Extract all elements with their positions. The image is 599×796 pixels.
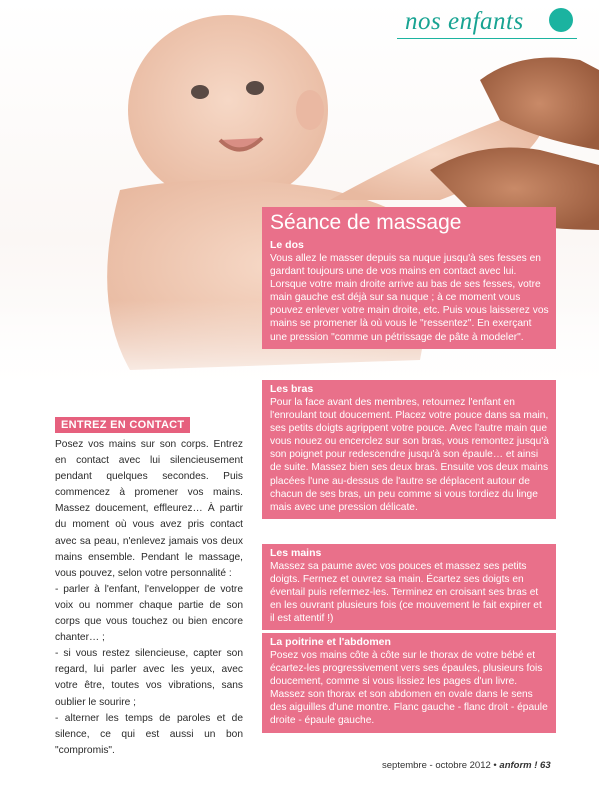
massage-panel-back: [262, 207, 556, 349]
massage-panel-chest: [262, 633, 556, 733]
contact-tag: ENTREZ EN CONTACT: [55, 417, 190, 433]
page-footer: [382, 760, 551, 771]
section-title-underline: [397, 38, 577, 39]
section-body: Vous allez le masser depuis sa nuque jusqu'à ses fesses en gardant toujours une de vos mains en contact avec lui. Lorsque votre main droite arrive au bas de ses fesses, votre main gauche est déjà sur sa nuque ; à ce moment vous pouvez enlever votre main droite, etc. Puis vous laisserez vos mains se promener là où vous le "ressentez". En exerçant une pression "comme un pétrissage de pâte à modeler".: [270, 253, 549, 343]
massage-panel-arms: [262, 380, 556, 519]
section-title: nos enfants: [405, 8, 524, 35]
section-body: Massez sa paume avec vos pouces et massez ses petits doigts. Fermez et ouvrez sa main. Écartez ses doigts en éventail puis refermez-les. Terminez en croisant ses bras et en les ouvrant plusieurs fois (ce mouvement le fait expirer et il est attentif !): [270, 561, 542, 625]
contact-paragraph: - alterner les temps de paroles et de silence, ce qui est aussi un bon "compromis".: [55, 712, 243, 756]
massage-panel-hands: [262, 544, 556, 630]
section-heading: Le dos: [270, 239, 304, 251]
section-heading: Les mains: [270, 547, 322, 559]
magazine-name: anform !: [499, 760, 538, 771]
section-heading: Les bras: [270, 383, 314, 395]
contact-sidebar: [55, 415, 243, 759]
contact-paragraph: - parler à l'enfant, l'envelopper de votre voix ou nommer chaque partie de son corps que vous touchez ou bien encore chanter… ;: [55, 583, 243, 644]
issue-date: septembre - octobre 2012 •: [382, 760, 497, 771]
section-heading: La poitrine et l'abdomen: [270, 636, 391, 648]
section-dot-icon: [549, 8, 573, 32]
page-number: 63: [540, 760, 551, 771]
section-body: Pour la face avant des membres, retournez l'enfant en l'enroulant tout doucement. Placez votre pouce dans sa main, ses petits doigts agrippent votre pouce. Avec l'autre main que vous nouez ou encerclez sur son bras, vous remontez jusqu'à son poignet pour redescendre jusqu'à son épaule… et ainsi de suite. Massez bien ses deux bras. Ensuite vos deux mains placées l'une au-dessus de l'autre se déplacent autour de chacun de ses bras, un peu comme si vous tordiez du linge mais avec une pression délicate.: [270, 397, 549, 513]
contact-paragraph: Posez vos mains sur son corps. Entrez en contact avec lui silencieusement pendant quelques secondes. Puis commencez à promener vos mains. Massez doucement, effleurez… À partir du moment où vous avez pris contact avec sa peau, n'enlevez jamais vos deux mains ensemble. Pendant le massage, vous pouvez, selon votre personnalité :: [55, 439, 243, 579]
contact-paragraph: - si vous restez silencieuse, capter son regard, lui parler avec les yeux, avec votre être, toutes vos vibrations, sans oublier le sourire ;: [55, 648, 243, 708]
massage-title: Séance de massage: [270, 211, 462, 234]
contact-text: [55, 437, 243, 759]
section-body: Posez vos mains côte à côte sur le thorax de votre bébé et écartez-les progressivement vers ses épaules, plusieurs fois doucement, comme si vous lissiez les pages d'un livre. Massez son thorax et son abdomen en ovale dans le sens des aiguilles d'une montre. Flanc gauche - flanc droit - épaule droite - épaule gauche.: [270, 650, 548, 727]
